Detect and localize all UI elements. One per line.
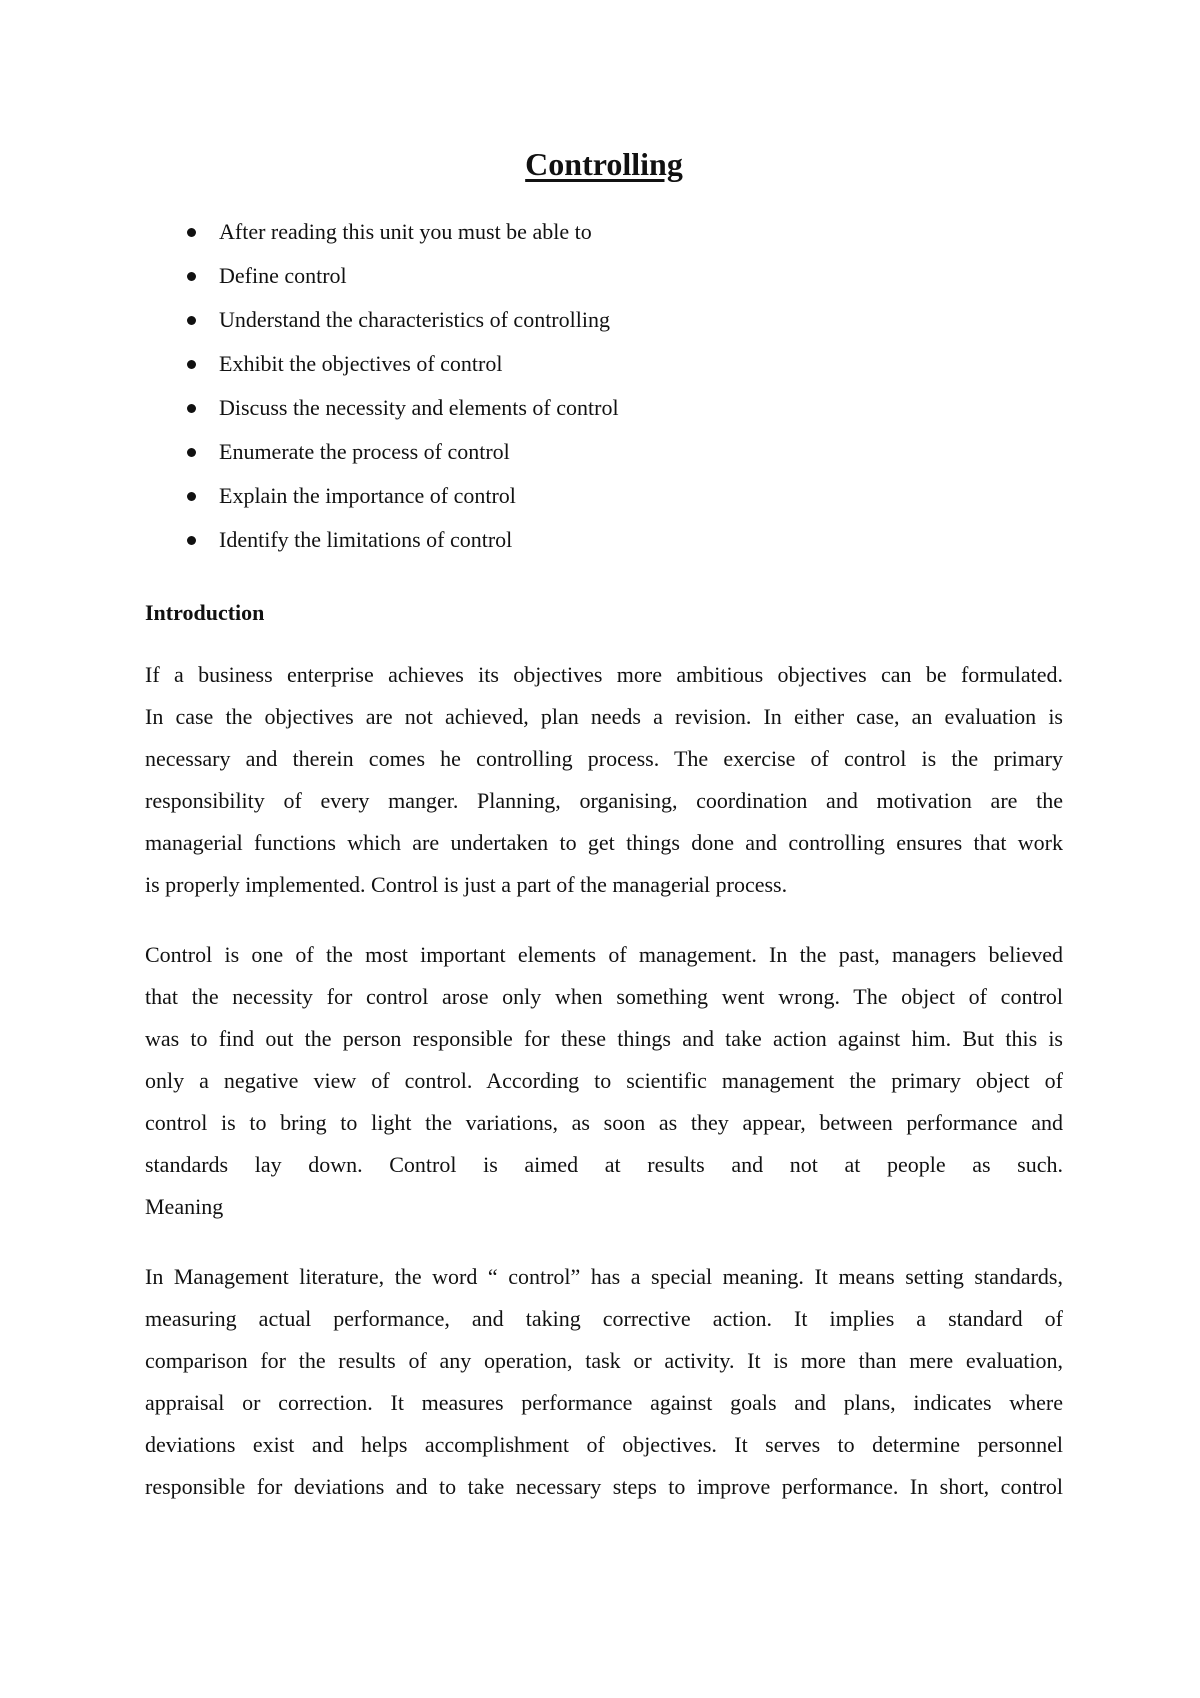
bullet-icon <box>187 404 196 413</box>
list-item-text: Identify the limitations of control <box>219 527 513 552</box>
paragraph-line: appraisal or correction. It measures performance against goals and plans, indicates where <box>145 1390 1063 1415</box>
bullet-icon <box>187 272 196 281</box>
list-item <box>145 298 1063 342</box>
bullet-icon <box>187 448 196 457</box>
list-item-text: Exhibit the objectives of control <box>219 351 503 376</box>
paragraph-line: measuring actual performance, and taking corrective action. It implies a standard of <box>145 1306 1063 1331</box>
list-item <box>145 518 1063 562</box>
bullet-icon <box>187 228 196 237</box>
paragraph-line: comparison for the results of any operation, task or activity. It is more than mere evaluation, <box>145 1348 1063 1373</box>
list-item-text: Define control <box>219 263 347 288</box>
list-item-text: Enumerate the process of control <box>219 439 510 464</box>
paragraph-line: responsible for deviations and to take necessary steps to improve performance. In short, control <box>145 1474 1063 1499</box>
paragraph-line: Meaning <box>145 1194 224 1219</box>
paragraph-line: that the necessity for control arose only when something went wrong. The object of control <box>145 984 1063 1009</box>
bullet-icon <box>187 536 196 545</box>
intro-paragraph <box>145 654 1063 906</box>
list-item-text: Explain the importance of control <box>219 483 516 508</box>
bullet-icon <box>187 360 196 369</box>
list-item <box>145 386 1063 430</box>
list-item-text: After reading this unit you must be able to <box>219 219 592 244</box>
control-paragraph <box>145 934 1063 1228</box>
list-item-text: Discuss the necessity and elements of control <box>219 395 619 420</box>
paragraph-line: deviations exist and helps accomplishment of objectives. It serves to determine personnel <box>145 1432 1063 1457</box>
list-item <box>145 210 1063 254</box>
bullet-icon <box>187 492 196 501</box>
paragraph-line: is properly implemented. Control is just a part of the managerial process. <box>145 872 788 897</box>
paragraph-line: If a business enterprise achieves its objectives more ambitious objectives can be formulated. <box>145 662 1063 687</box>
bullet-icon <box>187 316 196 325</box>
list-item <box>145 474 1063 518</box>
paragraph-line: Control is one of the most important elements of management. In the past, managers believed <box>145 942 1063 967</box>
list-item <box>145 430 1063 474</box>
list-item <box>145 254 1063 298</box>
document-content <box>145 142 1063 1536</box>
list-item <box>145 342 1063 386</box>
introduction-heading: Introduction <box>145 600 265 625</box>
paragraph-line: In Management literature, the word “ control” has a special meaning. It means setting standards, <box>145 1264 1063 1289</box>
meaning-paragraph <box>145 1256 1063 1508</box>
list-item-text: Understand the characteristics of controlling <box>219 307 610 332</box>
objectives-list <box>145 210 1063 562</box>
paragraph-line: responsibility of every manger. Planning, organising, coordination and motivation are the <box>145 788 1063 813</box>
paragraph-line: standards lay down. Control is aimed at results and not at people as such. <box>145 1152 1063 1177</box>
paragraph-line: only a negative view of control. According to scientific management the primary object of <box>145 1068 1063 1093</box>
paragraph-line: necessary and therein comes he controlling process. The exercise of control is the primary <box>145 746 1063 771</box>
page-title: Controlling <box>525 146 683 182</box>
paragraph-line: was to find out the person responsible for these things and take action against him. But this is <box>145 1026 1063 1051</box>
paragraph-line: managerial functions which are undertaken to get things done and controlling ensures that work <box>145 830 1063 855</box>
paragraph-line: In case the objectives are not achieved, plan needs a revision. In either case, an evaluation is <box>145 704 1063 729</box>
paragraph-line: control is to bring to light the variations, as soon as they appear, between performance and <box>145 1110 1063 1135</box>
